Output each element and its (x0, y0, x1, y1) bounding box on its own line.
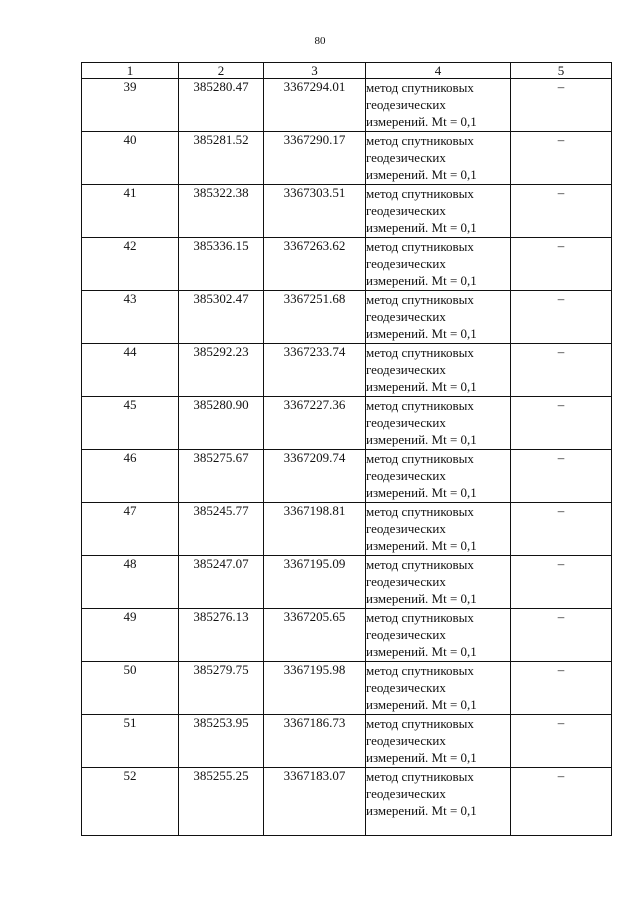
x-coordinate-cell: 385280.90 (179, 397, 264, 450)
page-number: 80 (314, 35, 326, 47)
point-number-cell: 50 (82, 662, 179, 715)
x-coordinate-cell: 385336.15 (179, 238, 264, 291)
column-header-2: 2 (179, 63, 264, 79)
note-cell: – (511, 344, 612, 397)
point-number-cell: 46 (82, 450, 179, 503)
note-cell: – (511, 609, 612, 662)
x-coordinate-cell: 385281.52 (179, 132, 264, 185)
note-cell: – (511, 662, 612, 715)
x-coordinate-cell: 385275.67 (179, 450, 264, 503)
method-cell: метод спутниковых геодезических измерений. Mt = 0,1 (366, 291, 511, 344)
note-cell: – (511, 556, 612, 609)
y-coordinate-cell: 3367233.74 (264, 344, 366, 397)
x-coordinate-cell: 385322.38 (179, 185, 264, 238)
method-cell: метод спутниковых геодезических измерений. Mt = 0,1 (366, 344, 511, 397)
point-number-cell: 49 (82, 609, 179, 662)
method-cell: метод спутниковых геодезических измерений. Mt = 0,1 (366, 662, 511, 715)
y-coordinate-cell: 3367251.68 (264, 291, 366, 344)
x-coordinate-cell: 385279.75 (179, 662, 264, 715)
method-cell: метод спутниковых геодезических измерений. Mt = 0,1 (366, 768, 511, 836)
method-cell: метод спутниковых геодезических измерений. Mt = 0,1 (366, 715, 511, 768)
column-header-1: 1 (82, 63, 179, 79)
point-number-cell: 52 (82, 768, 179, 836)
table-row (82, 238, 612, 291)
table-row (82, 556, 612, 609)
column-header-5: 5 (511, 63, 612, 79)
table-row (82, 185, 612, 238)
table-row (82, 503, 612, 556)
y-coordinate-cell: 3367195.98 (264, 662, 366, 715)
x-coordinate-cell: 385245.77 (179, 503, 264, 556)
x-coordinate-cell: 385292.23 (179, 344, 264, 397)
note-cell: – (511, 715, 612, 768)
note-cell: – (511, 185, 612, 238)
point-number-cell: 41 (82, 185, 179, 238)
y-coordinate-cell: 3367263.62 (264, 238, 366, 291)
column-header-4: 4 (366, 63, 511, 79)
point-number-cell: 48 (82, 556, 179, 609)
table-row (82, 132, 612, 185)
method-cell: метод спутниковых геодезических измерений. Mt = 0,1 (366, 556, 511, 609)
note-cell: – (511, 238, 612, 291)
method-cell: метод спутниковых геодезических измерений. Mt = 0,1 (366, 238, 511, 291)
point-number-cell: 43 (82, 291, 179, 344)
table-row (82, 291, 612, 344)
y-coordinate-cell: 3367303.51 (264, 185, 366, 238)
note-cell: – (511, 79, 612, 132)
point-number-cell: 51 (82, 715, 179, 768)
note-cell: – (511, 768, 612, 836)
table-header-row (82, 63, 612, 79)
table-row (82, 768, 612, 836)
method-cell: метод спутниковых геодезических измерений. Mt = 0,1 (366, 503, 511, 556)
point-number-cell: 45 (82, 397, 179, 450)
point-number-cell: 42 (82, 238, 179, 291)
x-coordinate-cell: 385302.47 (179, 291, 264, 344)
y-coordinate-cell: 3367186.73 (264, 715, 366, 768)
table-row (82, 450, 612, 503)
method-cell: метод спутниковых геодезических измерений. Mt = 0,1 (366, 185, 511, 238)
x-coordinate-cell: 385247.07 (179, 556, 264, 609)
table-row (82, 79, 612, 132)
table-row (82, 397, 612, 450)
note-cell: – (511, 450, 612, 503)
table-body (82, 79, 612, 836)
table-row (82, 344, 612, 397)
y-coordinate-cell: 3367290.17 (264, 132, 366, 185)
method-cell: метод спутниковых геодезических измерений. Mt = 0,1 (366, 450, 511, 503)
y-coordinate-cell: 3367205.65 (264, 609, 366, 662)
column-header-3: 3 (264, 63, 366, 79)
x-coordinate-cell: 385276.13 (179, 609, 264, 662)
method-cell: метод спутниковых геодезических измерений. Mt = 0,1 (366, 397, 511, 450)
y-coordinate-cell: 3367294.01 (264, 79, 366, 132)
y-coordinate-cell: 3367198.81 (264, 503, 366, 556)
x-coordinate-cell: 385253.95 (179, 715, 264, 768)
method-cell: метод спутниковых геодезических измерений. Mt = 0,1 (366, 79, 511, 132)
point-number-cell: 47 (82, 503, 179, 556)
y-coordinate-cell: 3367227.36 (264, 397, 366, 450)
method-cell: метод спутниковых геодезических измерений. Mt = 0,1 (366, 132, 511, 185)
x-coordinate-cell: 385255.25 (179, 768, 264, 836)
note-cell: – (511, 132, 612, 185)
point-number-cell: 39 (82, 79, 179, 132)
note-cell: – (511, 397, 612, 450)
coordinates-table (81, 62, 612, 836)
y-coordinate-cell: 3367183.07 (264, 768, 366, 836)
table-row (82, 715, 612, 768)
note-cell: – (511, 503, 612, 556)
method-cell: метод спутниковых геодезических измерений. Mt = 0,1 (366, 609, 511, 662)
table-row (82, 609, 612, 662)
y-coordinate-cell: 3367195.09 (264, 556, 366, 609)
point-number-cell: 44 (82, 344, 179, 397)
table-row (82, 662, 612, 715)
note-cell: – (511, 291, 612, 344)
point-number-cell: 40 (82, 132, 179, 185)
x-coordinate-cell: 385280.47 (179, 79, 264, 132)
y-coordinate-cell: 3367209.74 (264, 450, 366, 503)
